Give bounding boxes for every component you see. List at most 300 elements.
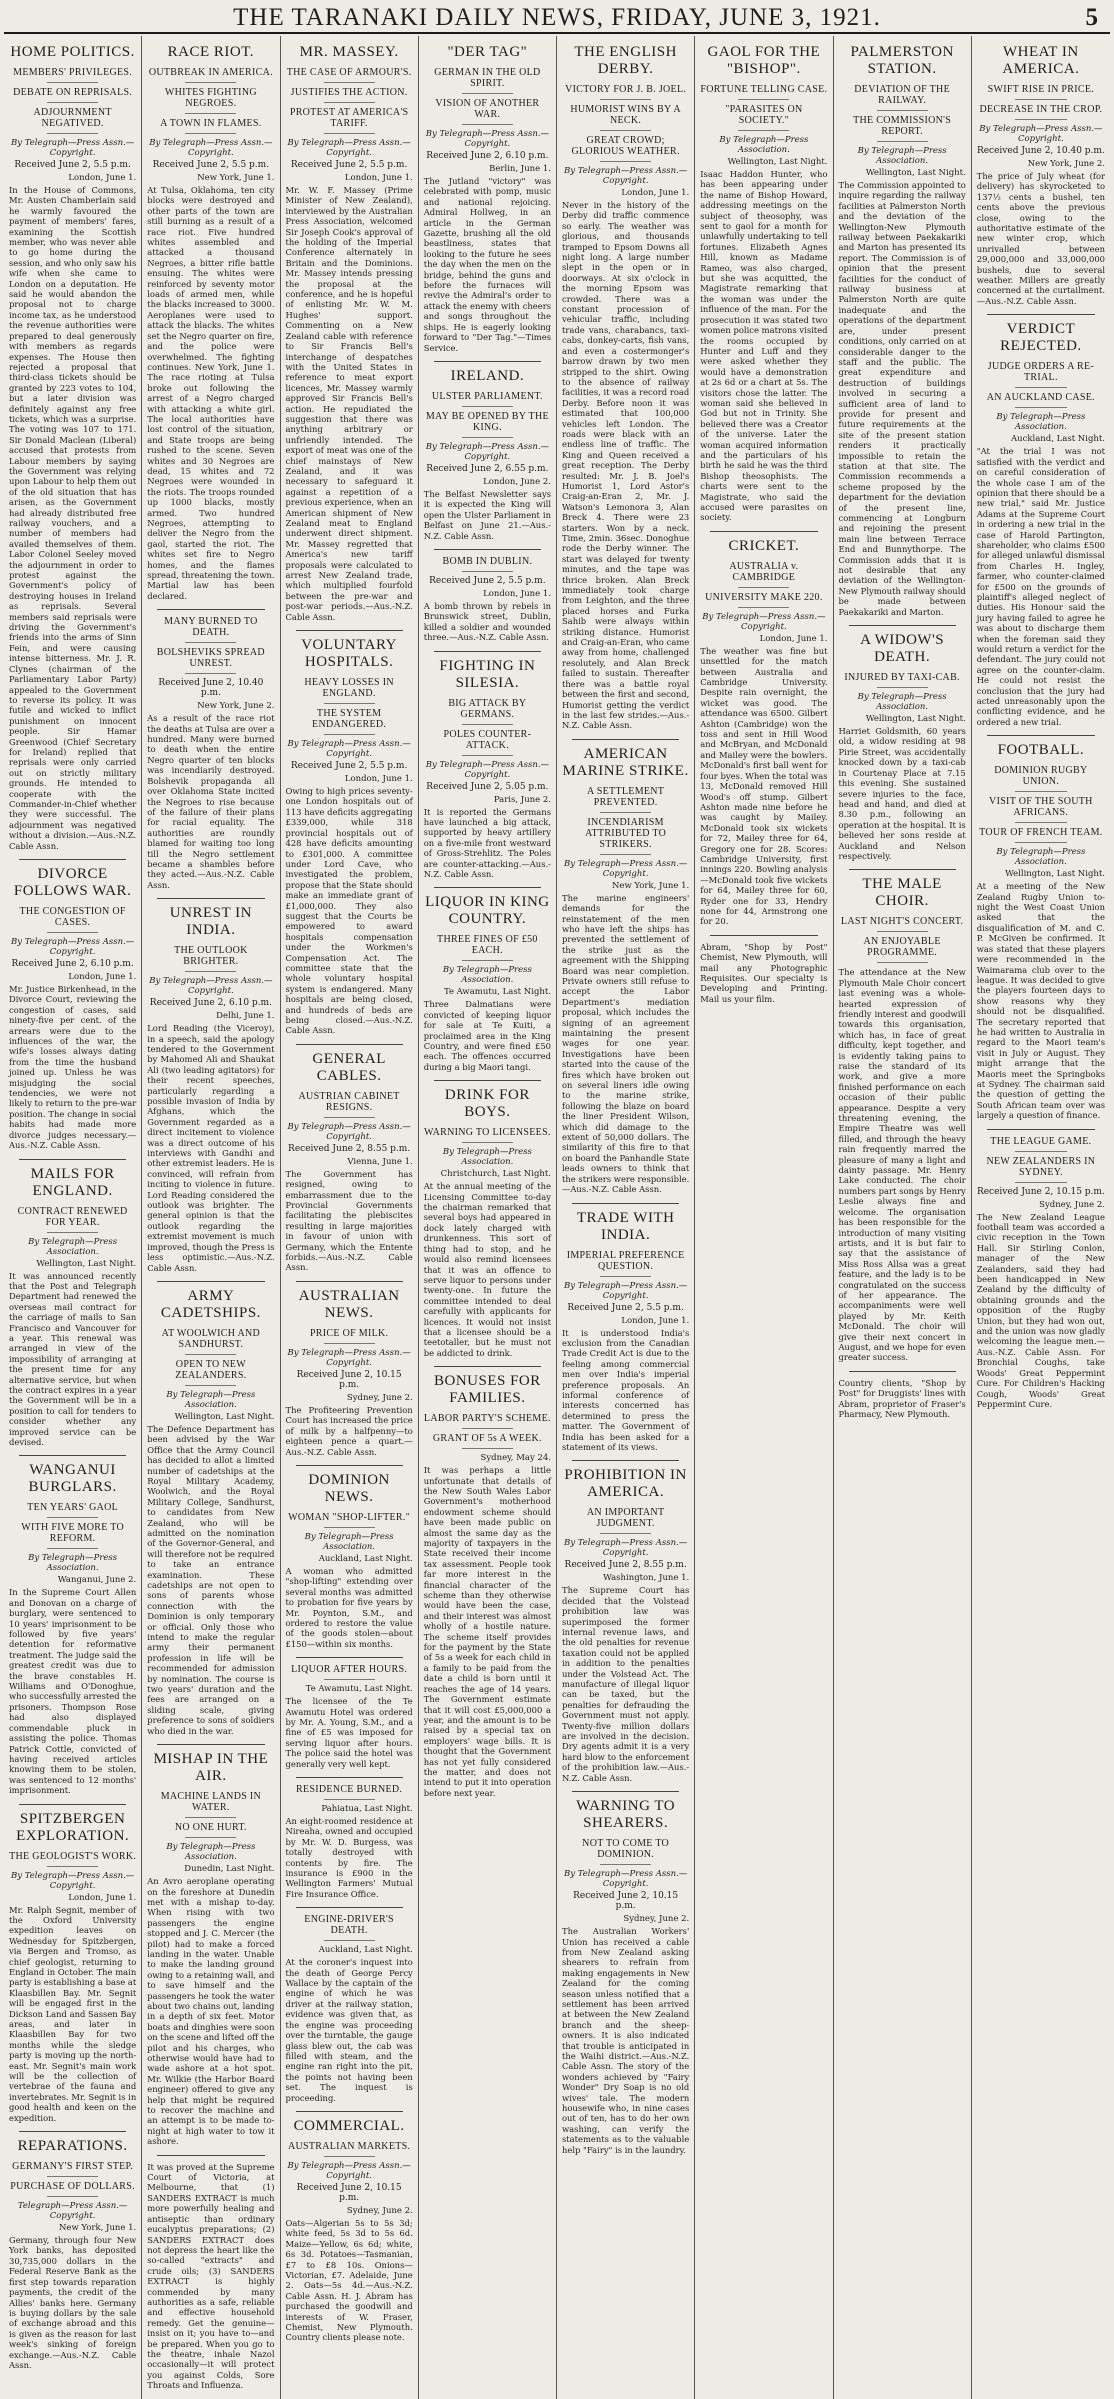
story-subheading: VISION OF ANOTHER WAR. bbox=[435, 98, 540, 120]
story-divider bbox=[157, 898, 264, 899]
story-byline: By Telegraph—Press Association. bbox=[28, 1553, 118, 1574]
story-headline: AUSTRALIAN NEWS. bbox=[298, 1287, 400, 1321]
news-story bbox=[424, 887, 551, 1072]
story-dateline: London, June 1. bbox=[483, 588, 551, 599]
news-story bbox=[286, 44, 413, 622]
story-byline: By Telegraph—Press Association. bbox=[996, 412, 1086, 433]
subheading-rule bbox=[185, 1817, 236, 1818]
story-received: Received June 2, 5.5 p.m. bbox=[14, 160, 131, 170]
story-body: Mr. Ralph Segnit, member of the Oxford University expedition leaves on Wednesday for Spitzbergen, via Bergen and Tromso, as chief geologist, returning to England in October. The main party is establishing a base at Klaasbillen Bay. Mr. Segnit will be engaged first in the Dickson Land and Sassen Bay areas, and later in Klaasbillen Bay for two months while the sledge party is moving up the north-east. Mr. Segnit's main work will be the collection of vertebrae of the fauna and invertebrates. Mr. Segnit is in good health and keen on the expedition. bbox=[9, 1904, 137, 2123]
story-body: At the coroner's inquest into the death of George Percy Wallace by the captain of the engine of which he was driver at the railway station, evidence was given that, as the engine was proceeding over the turntable, the gauge glass blew out, the cab was filled with steam, and the engine ran right into the pit, the points not having been set. The inquest is proceeding. bbox=[285, 1957, 413, 2103]
story-byline: By Telegraph—Press Association. bbox=[28, 1236, 118, 1257]
subheading-rule bbox=[462, 1428, 513, 1429]
story-dateline: Wanganui, June 2. bbox=[57, 1575, 137, 1586]
news-story bbox=[147, 2155, 274, 2391]
news-story bbox=[286, 630, 413, 1036]
story-subheading: OUTBREAK IN AMERICA. bbox=[148, 67, 273, 78]
story-headline: FOOTBALL. bbox=[997, 742, 1085, 759]
story-dateline: Delhi, June 1. bbox=[216, 1011, 275, 1022]
subheading-rule bbox=[185, 642, 236, 643]
story-subheading: TOUR OF FRENCH TEAM. bbox=[979, 827, 1103, 839]
story-subheading: AUSTRALIAN MARKETS. bbox=[287, 2140, 411, 2152]
subheading-rule bbox=[600, 1533, 651, 1534]
story-body: At the annual meeting of the Licensing Committee to-day the chairman remarked that several boys had appeared in dock lately charged with drunkenness. This sort of thing had to stop, and he would also remind licensees that it was an offence to serve liquor to persons under twenty-one. In future the committee intended to deal carefully with applicants for licences. It would not insist that a licensee should be a teetotaller, but he must not be addicted to drink. bbox=[423, 1181, 551, 1358]
story-divider bbox=[434, 549, 541, 550]
story-received: Received June 2, 6.10 p.m. bbox=[426, 151, 549, 161]
subheading-rule bbox=[324, 1679, 375, 1680]
story-body: An Avro aeroplane operating on the foreshore at Dunedin met with a mishap to-day. When rising with two passengers the engine stopped and J. C. Mercer (the pilot) had to make a forced landing in the water. Unable to make the landing ground owing to a retaining wall, and to save himself and the passengers he took the water about two chains out, landing in a depth of six feet. Motor boats and dinghies were soon on the scene and lifted off the pilot and his charges, who otherwise would have had to wade ashore at a hot spot. Mr. Wilkie (the Harbor Board engineer) offered to give any help that might be required to recover the machine and an attempt is to be made to-night at high water to tow it ashore. bbox=[147, 1876, 275, 2147]
story-headline: MISHAP IN THE AIR. bbox=[153, 1751, 269, 1785]
story-subheading: AT WOOLWICH AND SANDHURST. bbox=[161, 1327, 261, 1350]
story-subheading: GRANT OF 5s A WEEK. bbox=[432, 1433, 542, 1445]
story-subheading: BOMB IN DUBLIN. bbox=[442, 555, 533, 567]
news-story bbox=[9, 1804, 136, 2124]
story-body: Abram, "Shop by Post" Chemist, New Plymouth, will mail any Photographic Requisites. Our specialty is Developing and Printing. Mail us your film. bbox=[700, 941, 828, 1004]
story-body: Never in the history of the Derby did traffic commence so early. The weather was glorious, and thousands tramped to Epsom Downs all night long. A large number slept in the open or in doorways. At six o'clock in the morning Epsom was crowded. There was a constant procession of vehicular traffic, including trade vans, charabancs, taxi-cabs, donkey-carts, fish vans, and even a costermonger's barrow drawn by two men stripped to the shirt. Owing to the absence of railway facilities, it was a record road Derby. Before noon it was estimated that 100,000 vehicles left London. The roads were black with an endless line of traffic. The King and Queen received a great reception. The Derby resulted: Mr. J. B. Joel's Humorist 1, Lord Astor's Craig-an-Eran 2, Mr. J. Watson's Lemonora 3, Alan Breck 4. There were 23 starters. Won by a neck. Time, 2min. 36sec. Donoghue rode the Derby winner. The start was delayed for twenty minutes, and the tape was thrice broken. Alan Breck immediately took charge from Leighton, and the three placed horses and Furka Sahib were always within striking distance. Humorist and Craig-an-Eran, who came away from home, challenged resolutely, and Alan Breck failed to sustain. Thereafter there was a battle royal between the first and second, Humorist getting the verdict in the last few strides.—Aus.-N.Z. Cable Assn. bbox=[562, 200, 690, 731]
story-byline: By Telegraph—Press Assn.—Copyright. bbox=[563, 166, 688, 186]
subheading-rule bbox=[738, 99, 789, 100]
story-received: Received June 2, 5.5 p.m. bbox=[152, 160, 270, 170]
story-body: The price of July wheat (for delivery) has skyrocketed to 137½ cents a bushel, ten cents above the previous close, owing to the authoritative estimate of the new winter crop, which unrivalled between 29,000,000 and 33,000,000 bushels, due to several weather. Millers are greatly concerned at the curtailment.—Aus.-N.Z. Cable Assn. bbox=[976, 171, 1105, 306]
story-byline: By Telegraph—Press Association. bbox=[166, 1842, 256, 1863]
story-subheading: UNIVERSITY MAKE 220. bbox=[705, 591, 823, 603]
news-story bbox=[562, 44, 689, 731]
story-subheading: THE GEOLOGIST'S WORK. bbox=[9, 1850, 137, 1862]
story-headline: A WIDOW'S DEATH. bbox=[860, 632, 945, 666]
story-received: Received June 2, 10.40 p.m. bbox=[158, 678, 264, 699]
story-dateline: London, June 1. bbox=[621, 188, 690, 198]
story-byline: By Telegraph—Press Assn.—Copyright. bbox=[10, 937, 135, 957]
story-byline: By Telegraph—Press Assn.—Copyright. bbox=[425, 129, 550, 149]
subheading-rule bbox=[47, 932, 98, 933]
story-subheading: HEAVY LOSSES IN ENGLAND. bbox=[304, 677, 394, 700]
news-column bbox=[419, 36, 557, 2399]
story-headline: BONUSES FOR FAMILIES. bbox=[433, 1373, 541, 1407]
masthead-rule bbox=[4, 32, 1110, 34]
story-received: Received June 2, 10.40 p.m. bbox=[976, 146, 1105, 156]
story-subheading: A SETTLEMENT PREVENTED. bbox=[587, 785, 665, 808]
story-dateline: Sydney, June 2. bbox=[346, 2205, 413, 2216]
story-byline: By Telegraph—Press Assn.—Copyright. bbox=[10, 138, 135, 158]
story-received: Received June 2, 6.10 p.m. bbox=[11, 959, 134, 969]
story-body: The Belfast Newsletter says it is expected the King will open the Ulster Parliament in Belfast on June 21.—Aus.-N.Z. Cable Assn. bbox=[423, 488, 551, 541]
story-body: Owing to high prices seventy-one London hospitals out of 113 have deficits aggregating £339,000, while 318 provincial hospitals out of 428 have deficits amounting to £301,000. A committee under Lord Cave, who investigated the problem, propose that the State should make an immediate grant of £1,000,000. They also suggest that the Courts be empowered to award hospitals compensation under the Workmen's Compensation Act. The committee state that the whole voluntary hospital system is endangered. Many hospitals are being closed, and hundreds of beds are being closed.—Aus.-N.Z. Cable Assn. bbox=[285, 786, 413, 1036]
story-byline: By Telegraph—Press Association. bbox=[442, 1147, 532, 1168]
subheading-rule bbox=[185, 673, 236, 674]
story-body: The Government has resigned, owing to embarrassment due to the Provincial Governments facilitating the plebiscites resulting in large majorities in favour of union with Germany, which the Entente forbids.—Aus.-N.Z. Cable Assn. bbox=[285, 1168, 413, 1273]
story-received: Received June 2, 5.5 p.m. bbox=[567, 1302, 684, 1313]
story-subheading: BOLSHEVIKS SPREAD UNREST. bbox=[156, 647, 265, 670]
story-subheading: DEBATE ON REPRISALS. bbox=[13, 87, 133, 98]
subheading-rule bbox=[324, 703, 375, 704]
subheading-rule bbox=[324, 1527, 375, 1528]
story-headline: RACE RIOT. bbox=[167, 44, 255, 60]
story-body: Oats—Algerian 5s to 5s 3d; white feed, 5s 3d to 5s 6d. Maize—Yellow, 6s 6d; white, 6s 3d. Potatoes—Tasmanian, £7 to £8 10s. Onions—Victorian, £7. Adelaide, June 2. Oats—5s 4d.—Aus.-N.Z. Cable Assn. H. J. Abram has purchased the goodwill and interests of W. Fraser, Chemist, New Plymouth. Country clients please note. bbox=[285, 2217, 413, 2343]
story-divider bbox=[434, 1366, 541, 1367]
story-byline: By Telegraph—Press Assn.—Copyright. bbox=[563, 858, 688, 879]
story-subheading: POLES COUNTER-ATTACK. bbox=[443, 728, 532, 751]
story-body: The weather was fine but unsettled for the match between Australia and Cambridge University. Despite rain overnight, the wicket was good. The attendance was 6500. Gilbert Ashton (Cambridge) won the toss and sent in Hill Wood and McBryan, and McDonald and Mailey were the bowlers. McDonald's first ball went for four byes. When the total was 13, McDonald removed Hill Wood's off stump. Gilbert Ashton made nine before he was caught by Mailey. McDonald took six wickets for 72, Mailey three for 64, Gregory one for 28. Scores: Cambridge University, first innings 220. Bowling analysis—McDonald took five wickets for 64, Mailey three for 60, Ryder one for 33, Hendry none for 44, Armstrong one for 20. bbox=[700, 645, 828, 927]
story-body: Germany, through four New York banks, has deposited 30,735,000 dollars in the Federal Reserve Bank as the first step towards reparation payments, the credit of the Allies' banks here. Germany is buying dollars by the sale of exchange abroad and this is given as the reason for last week's sinking of foreign exchange.—Aus.-N.Z. Cable Assn. bbox=[9, 2235, 137, 2370]
story-byline: By Telegraph—Press Assn.—Copyright. bbox=[702, 611, 826, 632]
subheading-rule bbox=[324, 1799, 375, 1800]
story-subheading: CONTRACT RENEWED FOR YEAR. bbox=[17, 1205, 128, 1228]
story-received: Received June 2, 10.15 p.m. bbox=[976, 1186, 1105, 1197]
subheading-rule bbox=[877, 687, 928, 688]
story-body: The Jutland "victory" was celebrated with pomp, music and national rejoicing. Admiral Hollweg, in an article in the German Gazette, brushing all the old beastliness, states that looking to the future he sees the day when the men on the bridge, behind the guns and before the furnaces will revive the Admiral's order to attack the enemy with cheers and songs throughout the ships. He is eagerly looking forward to "Der Tag."—Times Service. bbox=[423, 176, 551, 353]
story-divider bbox=[296, 2111, 403, 2112]
subheading-rule bbox=[462, 724, 513, 725]
story-subheading: A TOWN IN FLAMES. bbox=[160, 118, 262, 129]
subheading-rule bbox=[600, 130, 651, 131]
subheading-rule bbox=[47, 1866, 98, 1867]
subheading-rule bbox=[1015, 407, 1066, 408]
story-headline: THE MALE CHOIR. bbox=[862, 876, 942, 910]
story-dateline: Auckland, Last Night. bbox=[318, 1945, 413, 1956]
subheading-rule bbox=[600, 854, 651, 855]
story-subheading: "PARASITES ON SOCIETY." bbox=[725, 104, 803, 126]
story-subheading: WHITES FIGHTING NEGROES. bbox=[164, 87, 257, 109]
news-column bbox=[4, 36, 142, 2399]
story-dateline: London, June 2. bbox=[483, 476, 551, 487]
story-divider bbox=[987, 314, 1095, 315]
news-story bbox=[9, 2131, 136, 2370]
story-body: Isaac Haddon Hunter, who has been appearing under the name of Bishop Howard, addressing meetings on the subject of theosophy, was sent to gaol for a month for unlawfully undertaking to tell fortunes. Elizabeth Agnes Hill, known as Madame Rameo, was also charged, but she was acquitted, the Magistrate remarking that the woman was under the influence of the man. For the prosecution it was stated two women police matrons visited the rooms occupied by Hunter and Luff and they were asked whether they would have a demonstration at 2s 6d or a chart at 5s. The visitors chose the latter. The woman said she believed in God but not in Trinity. She believed there was a Creator of the universe. Later the woman acquired information and the particulars of his birth he said he was the third Bishop theosophists. The charts were sent to the Magistrate, who said the accused were parasites on society. bbox=[700, 169, 828, 523]
news-story bbox=[147, 1281, 274, 1736]
story-received: Received June 2, 6.55 p.m. bbox=[426, 463, 549, 474]
story-body: The Australian Workers' Union has received a cable from New Zealand asking shearers to refrain from making engagements in New Zealand for the coming season unless notified that a settlement has been arrived at between the New Zealand branch and the sheep-owners. It is also indicated that trouble is anticipated in the Waihi district.—Aus.-N.Z. Cable Assn. The story of the wonders achieved by "Fairy Wonder" Dry Soap is no old wives' tale. The modern housewife who, in nine cases out of ten, has to do her own washing, can verify the statements as to the valuable help "Fairy" is in the laundry. bbox=[562, 1926, 690, 2155]
story-received: Received June 2, 8.55 p.m. bbox=[288, 1143, 411, 1154]
story-subheading: AN AUCKLAND CASE. bbox=[986, 392, 1095, 404]
story-headline: CRICKET. bbox=[728, 537, 800, 554]
story-dateline: Sydney, June 2. bbox=[623, 1914, 690, 1925]
story-body: Mr. W. F. Massey (Prime Minister of New Zealand), interviewed by the Australian Press Association, welcomed Sir Joseph Cook's approval of the holding of the Imperial Conference alternately in Britain and the Dominions. Mr. Massey intends pressing the proposal at the conference, and he is hopeful of enlisting Mr. W. M. Hughes' support. Commenting on a New Zealand cable with reference to Sir Francis Bell's interchange of despatches with the United States in reference to meat export licences, Mr. Massey warmly approved Sir Francis Bell's action. He repudiated the suggestion that there was anything arbitrary or unfriendly intended. The export of meat was one of the chief mainstays of New Zealand, and it was necessary to safeguard it against a repetition of a previous experience, when an American shipment of New Zealand meat to England underwent direct shipment. Mr. Massey regretted that America's new tariff proposals were calculated to arrest New Zealand trade, which multiplied fourfold between the pre-war and post-war periods.—Aus.-N.Z. Cable Assn. bbox=[285, 185, 413, 622]
story-headline: UNREST IN INDIA. bbox=[169, 905, 252, 939]
story-received: Received June 2, 8.55 p.m. bbox=[564, 1560, 687, 1571]
subheading-rule bbox=[877, 141, 928, 142]
news-story bbox=[147, 898, 274, 1273]
story-dateline: Washington, June 1. bbox=[603, 1573, 690, 1584]
news-story bbox=[977, 1129, 1105, 1410]
story-divider bbox=[296, 630, 403, 631]
subheading-rule bbox=[462, 437, 513, 438]
news-story bbox=[9, 1455, 136, 1795]
news-story bbox=[286, 2111, 413, 2343]
story-subheading: LIQUOR AFTER HOURS. bbox=[291, 1664, 408, 1676]
story-dateline: Auckland, Last Night. bbox=[1010, 434, 1105, 445]
subheading-rule bbox=[462, 93, 513, 94]
story-headline: DRINK FOR BOYS. bbox=[444, 1087, 530, 1121]
story-subheading: DOMINION RUGBY UNION. bbox=[994, 765, 1088, 788]
subheading-rule bbox=[738, 607, 789, 608]
story-headline: "DER TAG" bbox=[447, 44, 528, 60]
story-received: Received June 2, 10.15 p.m. bbox=[296, 2182, 402, 2203]
story-subheading: MAY BE OPENED BY THE KING. bbox=[425, 410, 549, 433]
story-subheading: VISIT OF THE SOUTH AFRICANS. bbox=[989, 796, 1093, 819]
story-byline: By Telegraph—Press Association. bbox=[304, 1531, 394, 1552]
story-dateline: London, June 1. bbox=[759, 633, 828, 644]
story-byline: By Telegraph—Press Assn.—Copyright. bbox=[287, 138, 411, 158]
story-subheading: THE LEAGUE GAME. bbox=[990, 1135, 1092, 1147]
news-story bbox=[424, 44, 551, 353]
story-subheading: LAST NIGHT'S CONCERT. bbox=[840, 916, 964, 928]
story-received: Received June 2, 6.10 p.m. bbox=[149, 998, 272, 1009]
subheading-rule bbox=[1015, 1182, 1066, 1183]
news-story bbox=[562, 1460, 689, 1783]
story-subheading: NO ONE HURT. bbox=[174, 1822, 247, 1834]
story-dateline: Wellington, Last Night. bbox=[1005, 869, 1105, 880]
subheading-rule bbox=[47, 1517, 98, 1518]
story-byline: By Telegraph—Press Assn.—Copyright. bbox=[425, 759, 550, 780]
subheading-rule bbox=[600, 812, 651, 813]
story-dateline: Christchurch, Last Night. bbox=[440, 1169, 551, 1180]
story-subheading: AN ENJOYABLE PROGRAMME. bbox=[863, 936, 941, 959]
news-story bbox=[286, 1044, 413, 1273]
story-byline: By Telegraph—Press Association. bbox=[857, 692, 947, 713]
story-byline: By Telegraph—Press Assn.—Copyright. bbox=[563, 1538, 688, 1559]
subheading-rule bbox=[1015, 1151, 1066, 1152]
story-dateline: London, June 1. bbox=[344, 173, 413, 183]
story-subheading: MACHINE LANDS IN WATER. bbox=[160, 1791, 262, 1814]
story-divider bbox=[572, 739, 679, 740]
subheading-rule bbox=[324, 1343, 375, 1344]
story-divider bbox=[296, 1657, 403, 1658]
news-story bbox=[424, 549, 551, 643]
story-headline: WARNING TO SHEARERS. bbox=[576, 1798, 676, 1832]
story-subheading: OPEN TO NEW ZEALANDERS. bbox=[175, 1358, 247, 1381]
news-story bbox=[286, 1907, 413, 2103]
story-dateline: Wellington, Last Night. bbox=[174, 1411, 275, 1422]
story-dateline: Sydney, May 24. bbox=[480, 1453, 551, 1464]
story-subheading: VICTORY FOR J. B. JOEL. bbox=[565, 84, 687, 95]
story-byline: Telegraph—Press Assn.—Copyright. bbox=[17, 2201, 128, 2222]
story-headline: MAILS FOR ENGLAND. bbox=[30, 1165, 115, 1199]
news-story bbox=[839, 1371, 966, 1420]
story-subheading: THREE FINES OF £50 EACH. bbox=[437, 934, 538, 957]
story-subheading: DECREASE IN THE CROP. bbox=[979, 104, 1103, 115]
subheading-rule bbox=[47, 102, 98, 103]
news-story bbox=[9, 1159, 136, 1448]
story-headline: HOME POLITICS. bbox=[10, 44, 135, 60]
story-subheading: DEVIATION OF THE RAILWAY. bbox=[854, 84, 950, 106]
subheading-rule bbox=[462, 1448, 513, 1449]
story-byline: By Telegraph—Press Association. bbox=[166, 1389, 256, 1410]
story-subheading: WOMAN "SHOP-LIFTER." bbox=[288, 1511, 411, 1523]
story-body: Three Dalmatians were convicted of keeping liquor for sale at Te Kuiti, a proclaimed area in the King Country, and were fined £50 each. The offences occurred during a big Maori tangi. bbox=[423, 999, 551, 1072]
story-byline: By Telegraph—Press Assn.—Copyright. bbox=[563, 1869, 688, 1890]
story-byline: By Telegraph—Press Association. bbox=[442, 965, 532, 986]
story-subheading: MANY BURNED TO DEATH. bbox=[164, 616, 258, 639]
subheading-rule bbox=[462, 124, 513, 125]
story-divider bbox=[710, 531, 817, 532]
subheading-rule bbox=[877, 962, 928, 963]
news-story bbox=[286, 1281, 413, 1457]
story-subheading: WITH FIVE MORE TO REFORM. bbox=[21, 1522, 125, 1545]
subheading-rule bbox=[462, 755, 513, 756]
story-divider bbox=[157, 2155, 264, 2156]
news-story bbox=[977, 314, 1105, 727]
story-dateline: London, June 1. bbox=[68, 173, 137, 183]
story-subheading: LABOR PARTY'S SCHEME. bbox=[423, 1413, 551, 1425]
story-subheading: ENGINE-DRIVER'S DEATH. bbox=[304, 1914, 394, 1937]
news-column bbox=[834, 36, 972, 2399]
story-body: Country clients, "Shop by Post" for Druggists' lines with Abram, proprietor of Fraser's Pharmacy, New Plymouth. bbox=[838, 1377, 966, 1419]
story-headline: REPARATIONS. bbox=[17, 2138, 128, 2155]
masthead bbox=[0, 0, 1114, 32]
story-subheading: AN IMPORTANT JUDGMENT. bbox=[586, 1507, 665, 1530]
story-dateline: Sydney, June 2. bbox=[1039, 1199, 1105, 1210]
story-dateline: New York, June 2. bbox=[197, 701, 275, 712]
story-dateline: Vienna, June 1. bbox=[347, 1156, 413, 1167]
subheading-rule bbox=[462, 571, 513, 572]
story-divider bbox=[572, 1203, 679, 1204]
news-column bbox=[557, 36, 695, 2399]
subheading-rule bbox=[185, 1837, 236, 1838]
news-story bbox=[424, 1080, 551, 1358]
subheading-rule bbox=[185, 1354, 236, 1355]
story-subheading: RESIDENCE BURNED. bbox=[296, 1784, 403, 1795]
subheading-rule bbox=[1015, 119, 1066, 120]
subheading-rule bbox=[600, 1276, 651, 1277]
story-divider bbox=[434, 651, 541, 652]
story-headline: COMMERCIAL. bbox=[293, 2117, 405, 2134]
news-story bbox=[839, 625, 966, 861]
story-received: Received June 2, 10.15 p.m. bbox=[573, 1891, 679, 1912]
news-column bbox=[281, 36, 419, 2399]
story-byline: By Telegraph—Press Assn.—Copyright. bbox=[287, 1121, 411, 1142]
story-dateline: London, June 1. bbox=[68, 1892, 137, 1903]
story-dateline: London, June 1. bbox=[621, 1315, 690, 1326]
subheading-rule bbox=[600, 1864, 651, 1865]
story-received: Received June 2, 5.5 p.m. bbox=[290, 160, 408, 170]
story-received: Received June 2, 5.05 p.m. bbox=[426, 781, 549, 792]
story-headline: FIGHTING IN SILESIA. bbox=[439, 657, 536, 691]
story-headline: IRELAND. bbox=[450, 367, 525, 384]
story-headline: LIQUOR IN KING COUNTRY. bbox=[425, 894, 550, 928]
story-divider bbox=[157, 1281, 264, 1282]
story-headline: THE ENGLISH DERBY. bbox=[574, 44, 677, 77]
story-body: Lord Reading (the Viceroy), in a speech, said the apology tendered to the Government by Mahomed Ali and Shaukat Ali (two leading agitators) for their recent speeches, particularly regarding a possible invasion of India by Afghans, which the Government regarded as a direct incitement to violence was a direct outcome of his interviews with Gandhi and other extremist leaders. He is convinced, will refrain from inciting to violence in future. Lord Reading considered the outlook was brighter. The general opinion is that the outlook regarding the extremist movement is much improved, though the Press is less optimistic.—Aus.-N.Z. Cable Assn. bbox=[147, 1023, 275, 1273]
story-divider bbox=[434, 887, 541, 888]
story-dateline: Pahiatua, Last Night. bbox=[321, 1804, 413, 1814]
news-story bbox=[147, 44, 274, 601]
story-body: The Supreme Court has decided that the Volstead prohibition law was superimposed the former internal revenue laws, and the old penalties for revenue taxation could not be applied in addition to the penalties under the Volstead Act. The manufacture of illegal liquor can be taxed, but the penalties for defrauding the Government must not apply. Twenty-five million dollars are involved in the decision. Dry agents admit it is a very hard blow to the enforcement of the prohibition law.—Aus.-N.Z. Cable Assn. bbox=[562, 1585, 690, 1783]
subheading-rule bbox=[324, 82, 375, 83]
story-dateline: Te Awamutu, Last Night. bbox=[305, 1684, 413, 1695]
story-divider bbox=[19, 859, 126, 860]
story-subheading: NOT TO COME TO DOMINION. bbox=[582, 1838, 670, 1861]
story-received: Received June 2, 5.5 p.m. bbox=[429, 575, 546, 586]
news-story bbox=[839, 44, 966, 617]
news-story bbox=[700, 935, 827, 1004]
subheading-rule bbox=[47, 2176, 98, 2177]
story-divider bbox=[849, 1371, 956, 1372]
news-story bbox=[286, 1657, 413, 1769]
story-subheading: THE CASE OF ARMOUR'S. bbox=[286, 67, 412, 78]
story-subheading: TEN YEARS' GAOL bbox=[27, 1502, 119, 1514]
subheading-rule bbox=[47, 1232, 98, 1233]
story-subheading: ADJOURNMENT NEGATIVED. bbox=[33, 107, 112, 129]
subheading-rule bbox=[1015, 99, 1066, 100]
story-subheading: PROTEST AT AMERICA'S TARIFF. bbox=[289, 107, 409, 129]
news-story bbox=[424, 1366, 551, 1798]
page-number: 5 bbox=[1085, 4, 1098, 31]
story-dateline: New York, June 1. bbox=[197, 173, 275, 183]
story-divider bbox=[19, 1455, 126, 1456]
subheading-rule bbox=[462, 1142, 513, 1143]
subheading-rule bbox=[47, 133, 98, 134]
news-story bbox=[147, 1744, 274, 2147]
story-dateline: Sydney, June 2. bbox=[346, 1392, 413, 1403]
story-body: It was perhaps a little unfortunate that details of the New South Wales Labor Government's motherhood endowment scheme should have been made public on almost the same day as the majority of taxpayers in the State received their income tax assessment. People took far more interest in the financial character of the scheme than they otherwise would have been the case, and their interest was almost wholly of a hostile nature. The scheme itself provides for the payment by the State of 5s a week for each child in a family to be paid from the date a child is born until it reaches the age of 14 years. The Government estimate that it will cost £5,000,000 a year, and the amount is to be raised by a special tax on employers' wage bills. It is thought that the Government has not yet fully considered the matter, and does not intend to put it into operation before next year. bbox=[423, 1465, 551, 1798]
story-subheading: AUSTRIAN CABINET RESIGNS. bbox=[298, 1090, 400, 1113]
story-body: It was proved at the Supreme Court of Victoria, at Melbourne, that (1) SANDERS EXTRACT is much more powerfully healing and antiseptic than ordinary eucalyptus preparations; (2) SANDERS EXTRACT does not depress the heart like the so-called "extracts" and crude oils; (3) SANDERS EXTRACT is highly commended by many authorities as a safe, reliable and effective household remedy. Get the genuine—insist on it; you have to—and be prepared. When you go to the theatre, inhale Nazol occasionally—it will protect you against Colds, Sore Throats and Influenza. bbox=[147, 2161, 275, 2391]
story-headline: TRADE WITH INDIA. bbox=[576, 1209, 675, 1243]
story-received: Received June 2, 10.15 p.m. bbox=[296, 1369, 402, 1390]
story-body: A woman who admitted "shop-lifting" extending over several months was admitted to probation for five years by Mr. Poynton, S.M., and ordered to restore the value of the goods stolen—about £150—within six months. bbox=[285, 1565, 413, 1649]
subheading-rule bbox=[324, 2156, 375, 2157]
story-body: The attendance at the New Plymouth Male Choir concert last evening was a whole-hearted expression of friendly interest and goodwill towards this organisation, which has, in face of great difficulty, kept together, and is evidently taking pains to raise the standard of its work, and give a more finished performance on each occasion of their public appearance. Despite a very threatening evening, the Empire Theatre was well filled, and through the heavy rain frequently marred the pleasure of many a light and dainty passage. Mr. Henry Lake conducted. The choir numbers part songs by Henry Leslie always fine and welcome. The organisation has been responsible for the introduction of many visiting artists, and it is but fair to say that the assistance of Miss Ross Allsa was a great feature, and the lady is to be congratulated on the success of her appearance. The accompaniments were well played by Mr. Keith McDonald. The choir will give their next concert in August, and we hope for even greater success. bbox=[838, 967, 966, 1363]
subheading-rule bbox=[185, 1385, 236, 1386]
story-body: A bomb thrown by rebels in Brunswick street, Dublin, killed a soldier and wounded three.—Aus.-N.Z. Cable Assn. bbox=[423, 600, 551, 643]
story-dateline: London, June 1. bbox=[68, 972, 137, 982]
story-headline: SPITZBERGEN EXPLORATION. bbox=[16, 1810, 130, 1844]
story-body: The Commission appointed to inquire regarding the railway facilities at Palmerston North and the deviation of the Wellington-New Plymouth railway between Paekakariki and Marton has presented its report. The Commission is of opinion that the present facilities for the conduct of railway business at Palmerston North are quite inadequate and the operations of the department are, under present conditions, only carried on at considerable danger to the staff and the public. The great expenditure and destruction of buildings involved in securing a sufficient area of land to provide for present and future requirements at the site of the present station renders it practically impossible to retain the station at that site. The Commission recommends a scheme proposed by the department for the deviation of the present line, commencing at Longburn and rejoining the present main line between Terrace End and Bunnythorpe. The Commission adds that it is not desirable that any deviation of the Wellington-New Plymouth railway should be made between Paekakariki and Marton. bbox=[838, 180, 966, 617]
story-body: An eight-roomed residence at Nireaha, owned and occupied by Mr. W. D. Burgess, was totally destroyed with contents by fire. The insurance is £900 in the Wellington Farmers' Mutual Fire Insurance Office. bbox=[285, 1816, 413, 1899]
story-subheading: WARNING TO LICENSEES. bbox=[423, 1127, 551, 1139]
story-body: In the Supreme Court Allen and Donovan on a charge of burglary, were sentenced to 10 years' imprisonment to be followed by five years' detention for reformative treatment. The judge said the greatest credit was due to the brave constables H. Williams and O'Donoghue, who successfully arrested the prisoners. Thompson Rose had also displayed commendable pluck in assisting the police. Thomas Patrick Cottle, convicted of having received articles knowing them to be stolen, was sentenced to 12 months' imprisonment. bbox=[9, 1587, 137, 1796]
subheading-rule bbox=[324, 734, 375, 735]
subheading-rule bbox=[1015, 387, 1066, 388]
subheading-rule bbox=[462, 406, 513, 407]
news-column bbox=[142, 36, 280, 2399]
story-body: In the House of Commons, Mr. Austen Chamberlain said he warmly favoured the payment of members' fares, examining the Scottish member, who was never able to go home during the session, and who only saw his wife when she came to London on a deputation. He said he would abandon the proposal not to charge income tax, as he understood the revenue authorities were prepared to deal generously with members as regards expenses. The House then rejected a proposal that third-class tickets should be granted by 223 votes to 104, but a later division was definitely against any free tickets, which was a surprise. The voting was 107 to 171. Sir Donald Maclean (Liberal) accused that protests from Labour members by saying the Government was relying upon Labour to help them out of the old situation that has arisen, as the Government had already distributed free railway vouchers, and a number of members had availed themselves of them. Labor Colonel Seeley moved the adjournment in order to protest against the Government's policy of destroying houses in Ireland as reprisals. Several members said reprisals were driving the Government's friends into the arms of Sinn Fein, and were causing intense bitterness. Mr. J. R. Clynes (chairman of the Parliamentary Labor Party) appealed to the Government to reverse its policy. It was futile and wicked to inflict punishment on innocent people. Sir Hamar Greenwood (Chief Secretary for Ireland) replied that reprisals were only carried out on strictly military grounds. He intended to cooperate with the Commander-in-Chief whether they were successful. The adjournment was negatived without a division.—Aus.-N.Z. Cable Assn. bbox=[9, 185, 137, 851]
subheading-rule bbox=[47, 82, 98, 83]
story-divider bbox=[296, 1777, 403, 1778]
story-subheading: IMPERIAL PREFERENCE QUESTION. bbox=[566, 1249, 685, 1272]
subheading-rule bbox=[185, 971, 236, 972]
story-subheading: GERMANY'S FIRST STEP. bbox=[12, 2161, 134, 2173]
news-story bbox=[424, 651, 551, 880]
subheading-rule bbox=[877, 110, 928, 111]
story-headline: MR. MASSEY. bbox=[299, 44, 399, 60]
news-story bbox=[562, 739, 689, 1195]
story-body: It is reported the Germans have launched a big attack, supported by heavy artillery on a five-mile front westward of Gross-Strehlitz. The Poles are counter-attacking.—Aus.-N.Z. Cable Assn. bbox=[423, 806, 551, 879]
story-divider bbox=[434, 1080, 541, 1081]
story-headline: WANGANUI BURGLARS. bbox=[28, 1462, 117, 1496]
story-body: "At the trial I was not satisfied with the verdict and on careful consideration of the whole case I am of the opinion that there should be a new trial," said Mr. Justice Adams at the Supreme Court in ordering a new trial in the case of Harold Partington, shareholder, who claims £500 for alleged unlawful dismissal from Charles H. Ingley, farmer, who counter-claimed for £500 on the grounds of plaintiff's alleged neglect of duties. His Honour said the jury having failed to agree he was about to discharge them when the foreman said they would return a verdict for the defendant. The jury could not agree on the counter-claim. He could not resist the conclusion that the jury had acted unreasonably upon the conflicting evidence, and he ordered a new trial. bbox=[976, 446, 1105, 727]
subheading-rule bbox=[1015, 842, 1066, 843]
story-dateline: Dunedin, Last Night. bbox=[184, 1864, 275, 1875]
news-story bbox=[700, 531, 827, 927]
story-subheading: NEW ZEALANDERS IN SYDNEY. bbox=[986, 1155, 1096, 1178]
story-divider bbox=[19, 2131, 126, 2132]
news-story bbox=[700, 44, 827, 523]
story-subheading: JUSTIFIES THE ACTION. bbox=[290, 87, 408, 98]
story-divider bbox=[19, 1159, 126, 1160]
news-story bbox=[286, 1777, 413, 1899]
story-body: Mr. Justice Birkenhead, in the Divorce Court, reviewing the congestion of cases, said ninety-five per cent. of the arrears were due to the influences of the war, the wife's losses always dating from the time the husband joined up. Unless he was misjudging the social tendencies, we were not likely to return to the pre-war position. The change in social habits had made more divorce judges necessary.—Aus.-N.Z. Cable Assn. bbox=[9, 984, 137, 1151]
story-divider bbox=[19, 1804, 126, 1805]
masthead-title: THE TARANAKI DAILY NEWS, FRIDAY, JUNE 3, 1921. bbox=[233, 4, 881, 31]
story-divider bbox=[710, 935, 817, 936]
story-headline: VERDICT REJECTED. bbox=[1000, 321, 1082, 355]
story-divider bbox=[849, 625, 956, 626]
subheading-rule bbox=[324, 102, 375, 103]
story-byline: By Telegraph—Press Assn.—Copyright. bbox=[149, 138, 273, 158]
story-dateline: New York, June 1. bbox=[611, 880, 690, 891]
story-headline: AMERICAN MARINE STRIKE. bbox=[562, 745, 689, 779]
